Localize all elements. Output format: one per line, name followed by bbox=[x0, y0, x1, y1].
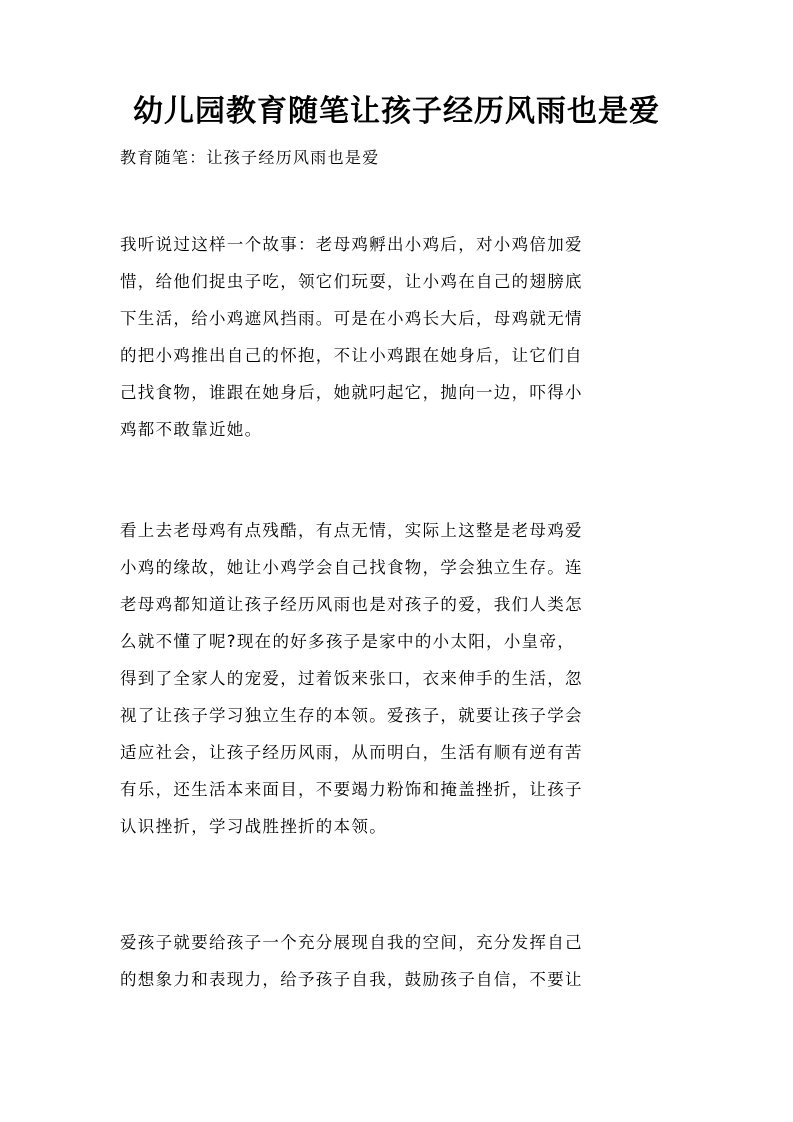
paragraph-line: 的想象力和表现力，给予孩子自我，鼓励孩子自信，不要让 bbox=[120, 970, 583, 989]
paragraph-line: 己找食物，谁跟在她身后，她就叼起它，抛向一边，吓得小 bbox=[120, 383, 583, 402]
paragraph-line: 看上去老母鸡有点残酷，有点无情，实际上这整是老母鸡爱 bbox=[120, 521, 583, 540]
paragraph-3 bbox=[120, 924, 675, 998]
document-subtitle: 教育随笔：让孩子经历风雨也是爱 bbox=[120, 148, 380, 167]
paragraph-line: 老母鸡都知道让孩子经历风雨也是对孩子的爱，我们人类怎 bbox=[120, 595, 583, 614]
paragraph-line: 爱孩子就要给孩子一个充分展现自我的空间，充分发挥自己 bbox=[120, 933, 583, 952]
paragraph-line: 鸡都不敢靠近她。 bbox=[120, 420, 263, 439]
paragraph-line: 有乐，还生活本来面目，不要竭力粉饰和掩盖挫折，让孩子 bbox=[120, 780, 583, 799]
paragraph-1 bbox=[120, 226, 675, 448]
paragraph-line: 下生活，给小鸡遮风挡雨。可是在小鸡长大后，母鸡就无情 bbox=[120, 309, 583, 328]
paragraph-line: 得到了全家人的宠爱，过着饭来张口，衣来伸手的生活，忽 bbox=[120, 669, 583, 688]
paragraph-line: 适应社会，让孩子经历风雨，从而明白，生活有顺有逆有苦 bbox=[120, 743, 583, 762]
paragraph-line: 认识挫折，学习战胜挫折的本领。 bbox=[120, 817, 387, 836]
document-title: 幼儿园教育随笔让孩子经历风雨也是爱 bbox=[133, 94, 660, 129]
paragraph-line: 视了让孩子学习独立生存的本领。爱孩子，就要让孩子学会 bbox=[120, 706, 583, 725]
paragraph-line: 惜，给他们捉虫子吃，领它们玩耍，让小鸡在自己的翅膀底 bbox=[120, 272, 583, 291]
paragraph-line: 小鸡的缘故，她让小鸡学会自己找食物，学会独立生存。连 bbox=[120, 558, 583, 577]
paragraph-line: 么就不懂了呢?现在的好多孩子是家中的小太阳，小皇帝， bbox=[120, 632, 576, 651]
paragraph-2 bbox=[120, 512, 675, 845]
paragraph-line: 的把小鸡推出自己的怀抱，不让小鸡跟在她身后，让它们自 bbox=[120, 346, 583, 365]
paragraph-line: 我听说过这样一个故事：老母鸡孵出小鸡后，对小鸡倍加爱 bbox=[120, 235, 583, 254]
